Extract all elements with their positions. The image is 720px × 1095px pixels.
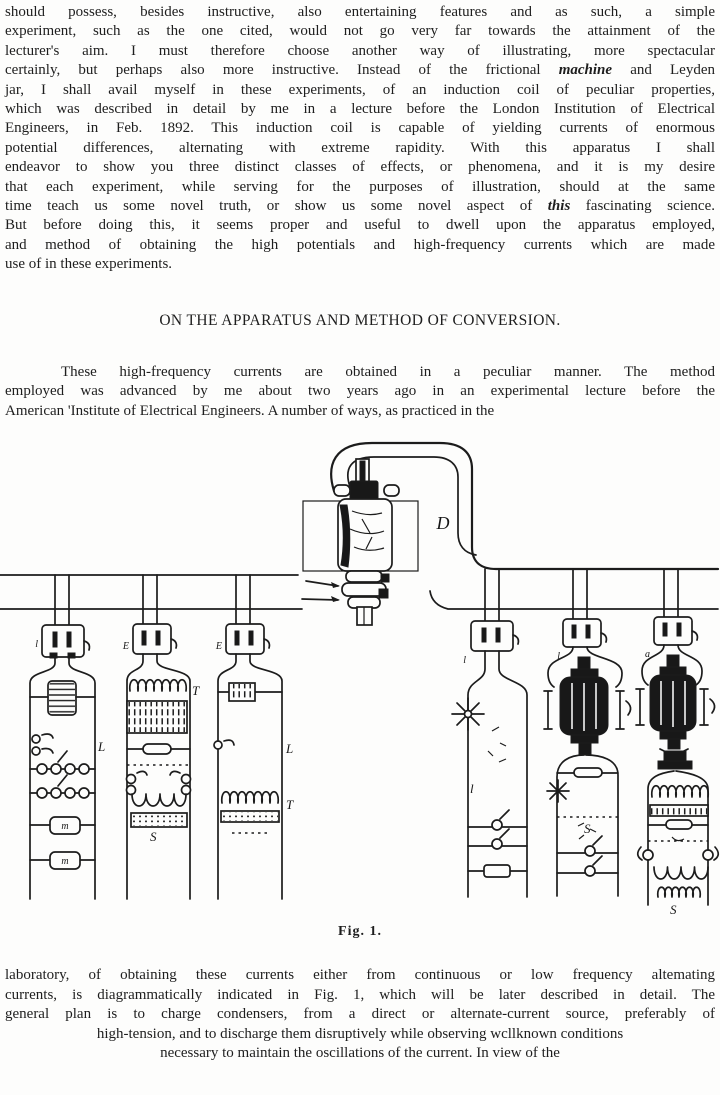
text-segment: lecturer's aim. I must therefore choose another way of illustrating, more spectacular <box>5 42 715 59</box>
branch-4 <box>452 569 527 897</box>
text-line <box>5 966 715 986</box>
rotor-icon <box>658 749 692 769</box>
branch-6 <box>636 569 718 917</box>
paragraph-plan <box>0 966 720 1064</box>
text-line <box>5 363 715 382</box>
text-line <box>5 197 715 216</box>
label-M2: m <box>61 855 69 867</box>
text-segment: should possess, besides instructive, also entertaining features and as such, a simple <box>5 4 715 20</box>
arc-light-icon <box>452 698 484 730</box>
text-line <box>5 42 715 61</box>
text-line <box>5 1025 715 1045</box>
branch-3 <box>214 575 294 899</box>
text-segment: which was described in detail by me in a lecture before the London Institution of Electrical <box>5 101 715 118</box>
label-S1: S <box>150 828 157 844</box>
label-switch-4: l <box>463 654 466 666</box>
label-L1: L <box>98 738 106 754</box>
label-l3: l <box>470 780 474 796</box>
text-line <box>5 178 715 197</box>
label-M1: m <box>61 820 69 832</box>
emphasis-text: this <box>547 198 571 215</box>
text-segment: time teach us some novel truth, or show us some novel aspect of <box>5 198 548 215</box>
feed-arrows <box>302 581 340 602</box>
text-segment: that each experiment, while serving for the purposes of illustration, should at the same <box>5 178 715 195</box>
text-line <box>5 236 715 255</box>
figure-caption: Fig. 1. <box>338 923 382 939</box>
text-line <box>5 158 715 177</box>
branch-2 <box>122 575 200 899</box>
paragraph-intro <box>0 0 720 275</box>
text-segment: general plan is to charge condensers, from a direct or alternate-current source, preferably of <box>5 1006 715 1023</box>
text-line <box>5 81 715 100</box>
text-segment: experiment, such as the one cited, would not go very far towards the attainment of the <box>5 23 715 40</box>
text-line <box>5 3 715 22</box>
motor-icon <box>544 657 631 755</box>
circuit-diagram <box>0 429 720 919</box>
label-S2: S <box>584 820 591 836</box>
label-switch-2: E <box>122 640 129 652</box>
label-S3: S <box>670 901 677 917</box>
emphasis-text: machine <box>558 62 613 79</box>
text-segment: potential differences, alternating with extreme rapidity. With this apparatus I shall <box>5 139 715 156</box>
text-segment: But before doing this, it seems proper and useful to dwell upon the apparatus employed, <box>5 217 715 234</box>
branch-5 <box>544 569 631 896</box>
text-segment: fascinating science. <box>570 198 715 215</box>
branch-1 <box>30 575 105 899</box>
paragraph-method <box>0 363 720 421</box>
text-segment: endeavor to show you three distinct classes of effects, or phenomena, and it is my desire <box>5 159 715 176</box>
text-segment: high-tension, and to discharge them disruptively while observing wcllknown conditions <box>96 1025 624 1042</box>
text-segment: American 'Institute of Electrical Engineers. A number of ways, as practiced in the <box>5 402 495 419</box>
text-line <box>5 382 715 401</box>
label-L2: L <box>286 740 294 756</box>
text-segment: and method of obtaining the high potentials and high-frequency currents which are made <box>5 236 715 253</box>
text-segment: employed was advanced by me about two years ago in an experimental lecture before the <box>5 383 715 400</box>
label-D: D <box>436 512 450 533</box>
text-line <box>5 255 715 274</box>
text-line <box>5 1044 715 1064</box>
label-T1: T <box>192 682 200 698</box>
text-segment: These high-frequency currents are obtained in a peculiar manner. The method <box>61 363 715 380</box>
text-segment: jar, I shall avail myself in these experiments, of an induction coil of peculiar properties, <box>5 81 715 98</box>
text-line <box>5 22 715 41</box>
label-switch-5: l <box>557 650 560 662</box>
text-segment: currents, is diagrammatically indicated in Fig. 1, which will be later described in detail. The <box>5 986 715 1003</box>
label-switch-3: E <box>215 640 222 652</box>
section-heading: ON THE APPARATUS AND METHOD OF CONVERSION. <box>159 311 561 329</box>
label-T2: T <box>286 796 294 812</box>
text-line <box>5 119 715 138</box>
motor-icon <box>636 655 715 749</box>
text-line <box>5 100 715 119</box>
text-segment: necessary to maintain the oscillations of the current. In view of the <box>160 1045 560 1062</box>
text-segment: and Leyden <box>612 62 715 79</box>
label-switch-6: a <box>645 648 650 660</box>
text-line <box>5 1005 715 1025</box>
spark-icon <box>547 780 569 802</box>
text-line <box>5 402 715 421</box>
label-switch-1: l <box>35 638 38 650</box>
text-segment: Engineers, in Feb. 1892. This induction coil is capable of yielding currents of enormous <box>5 120 715 137</box>
text-line <box>5 986 715 1006</box>
text-line <box>5 216 715 235</box>
text-line <box>5 61 715 80</box>
figure-1 <box>0 429 720 919</box>
text-line <box>5 139 715 158</box>
text-segment: certainly, but perhaps also more instructive. Instead of the frictional <box>5 62 559 79</box>
text-segment: use of in these experiments. <box>5 256 173 273</box>
text-segment: laboratory, of obtaining these currents either from continuous or low frequency altemating <box>5 966 715 983</box>
